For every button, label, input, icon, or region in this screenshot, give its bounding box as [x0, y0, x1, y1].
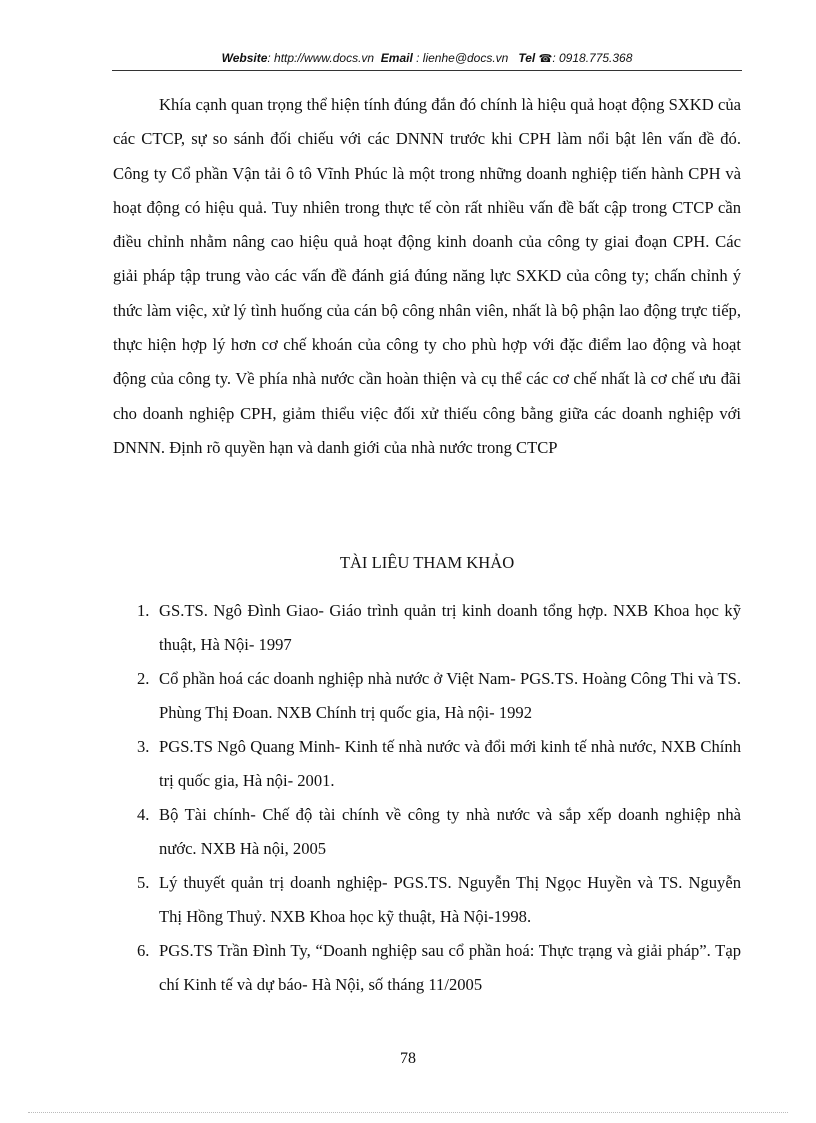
references-title: TÀI LIÊU THAM KHẢO — [339, 553, 515, 572]
body-paragraph — [113, 88, 741, 465]
telephone-icon: ☎ — [538, 53, 553, 65]
reference-item — [113, 662, 741, 730]
reference-text: Cổ phần hoá các doanh nghiệp nhà nước ở Việt Nam- PGS.TS. Hoàng Công Thi và TS. Phùng Thị Đoan. NXB Chính trị quốc gia, Hà nội- 1992 — [159, 669, 741, 722]
reference-number: 3. — [137, 737, 150, 756]
body-paragraph-text: Khía cạnh quan trọng thể hiện tính đúng đắn đó chính là hiệu quả hoạt động SXKD của các CTCP, sự so sánh đối chiếu với các DNNN trước khi CPH làm nổi bật lên vấn đề đó. Công ty Cổ phần Vận tải ô tô Vĩnh Phúc là một trong những doanh nghiệp tiến hành CPH và hoạt động có hiệu quả. Tuy nhiên trong thực tế còn rất nhiều vấn đề bất cập trong CTCP cần điều chỉnh nhằm nâng cao hiệu quả hoạt động kinh doanh của công ty giai đoạn CPH. Các giải pháp tập trung vào các vấn đề đánh giá đúng năng lực SXKD của công ty; chấn chỉnh ý thức làm việc, xử lý tình huống của cán bộ công nhân viên, nhất là bộ phận lao động trực tiếp, thực hiện hợp lý hơn cơ chế khoán của công ty cho phù hợp với đặc điểm lao động và hoạt động của công ty. Về phía nhà nước cần hoàn thiện và cụ thể các cơ chế nhất là cơ chế ưu đãi cho doanh nghiệp CPH, giảm thiểu việc đối xử thiếu công bằng giữa các doanh nghiệp với DNNN. Định rõ quyền hạn và danh giới của nhà nước trong CTCP — [113, 95, 741, 457]
reference-item — [113, 866, 741, 934]
tel-number: : 0918.775.368 — [552, 51, 633, 65]
reference-item — [113, 730, 741, 798]
footer-divider — [28, 1112, 788, 1113]
reference-number: 4. — [137, 805, 150, 824]
reference-number: 5. — [137, 873, 150, 892]
tel-label: Tel — [518, 51, 536, 65]
reference-number: 6. — [137, 941, 150, 960]
website-link[interactable]: : http://www.docs.vn — [267, 51, 375, 65]
reference-text: Lý thuyết quản trị doanh nghiệp- PGS.TS. Nguyễn Thị Ngọc Huyền và TS. Nguyễn Thị Hồng Thuỷ. NXB Khoa học kỹ thuật, Hà Nội-1998. — [159, 873, 741, 926]
email-link[interactable]: : lienhe@docs.vn — [416, 51, 509, 65]
reference-item — [113, 798, 741, 866]
reference-text: PGS.TS Trần Đình Ty, “Doanh nghiệp sau cổ phần hoá: Thực trạng và giải pháp”. Tạp chí Kinh tế và dự báo- Hà Nội, số tháng 11/2005 — [159, 941, 741, 994]
references-list — [113, 594, 741, 1002]
reference-text: Bộ Tài chính- Chế độ tài chính về công ty nhà nước và sắp xếp doanh nghiệp nhà nước. NXB Hà nội, 2005 — [159, 805, 741, 858]
reference-text: GS.TS. Ngô Đình Giao- Giáo trình quản trị kinh doanh tổng hợp. NXB Khoa học kỹ thuật, Hà Nội- 1997 — [159, 601, 741, 654]
website-label: Website — [221, 51, 268, 65]
reference-number: 2. — [137, 669, 150, 688]
reference-text: PGS.TS Ngô Quang Minh- Kinh tế nhà nước và đổi mới kinh tế nhà nước, NXB Chính trị quốc gia, Hà nội- 2001. — [159, 737, 741, 790]
reference-number: 1. — [137, 601, 150, 620]
reference-item — [113, 594, 741, 662]
reference-item — [113, 934, 741, 1002]
page-header — [112, 48, 742, 71]
email-label: Email — [380, 51, 413, 65]
page-number: 78 — [400, 1050, 416, 1067]
